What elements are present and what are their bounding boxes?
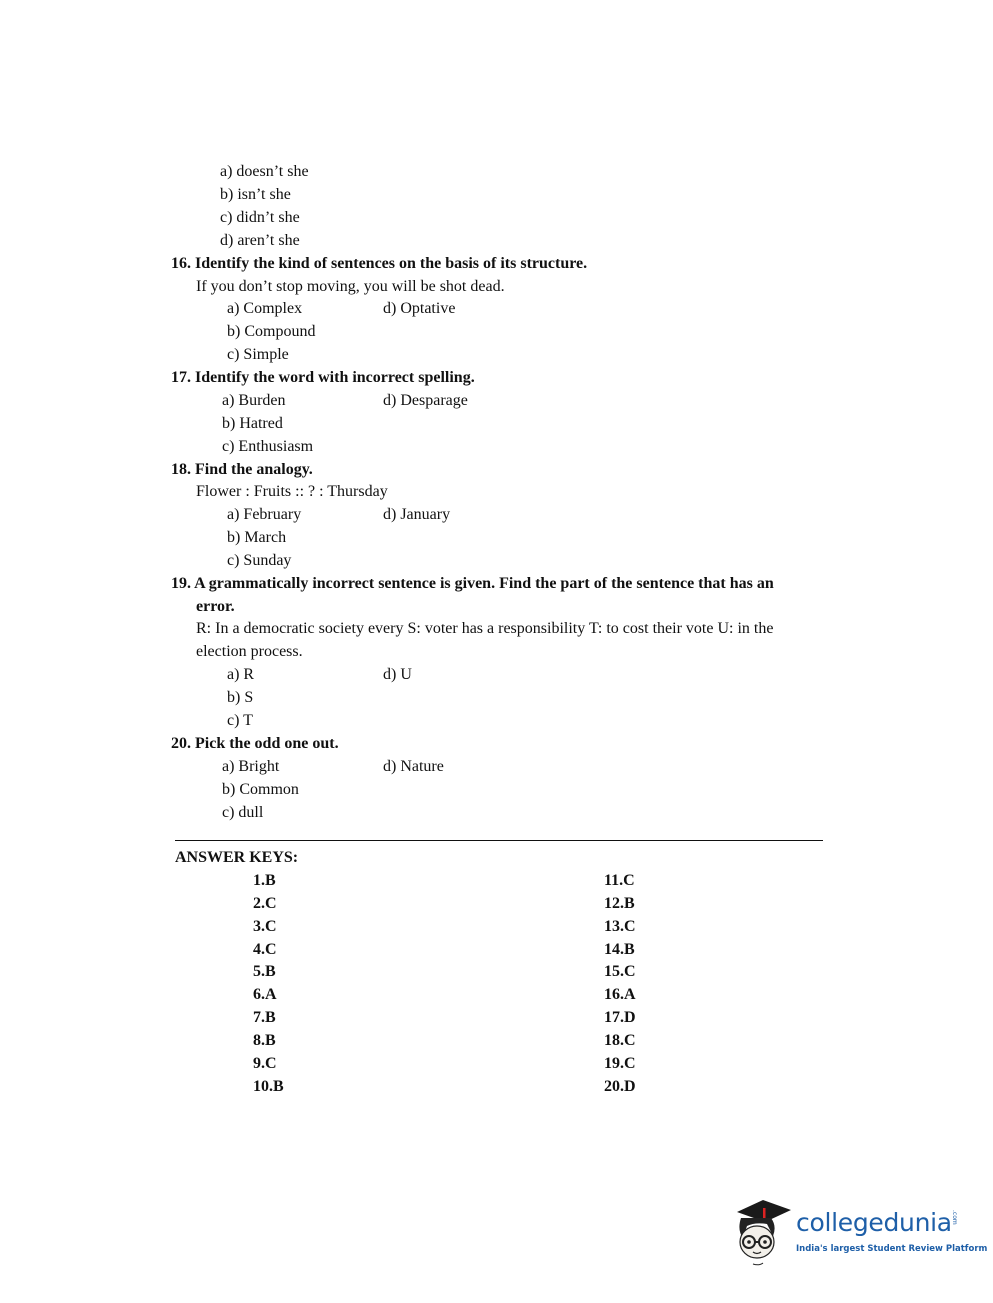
q16-option-a: a) Complex [227, 300, 303, 317]
answer-key: 8.B [253, 1032, 276, 1049]
logo-tagline: India's largest Student Review Platform [796, 1244, 988, 1254]
question-19-stem-cont: election process. [196, 643, 303, 660]
q17-option-b: b) Hatred [222, 415, 283, 432]
question-19: 19. A grammatically incorrect sentence is given. Find the part of the sentence that has an [171, 575, 774, 592]
q19-option-b: b) S [227, 689, 254, 706]
answer-key: 16.A [604, 986, 636, 1003]
q20-option-a: a) Bright [222, 758, 280, 775]
q20-option-b: b) Common [222, 781, 299, 798]
q18-option-b: b) March [227, 529, 287, 546]
question-19-cont: error. [196, 598, 235, 615]
q20-option-d: d) Nature [383, 758, 444, 775]
logo-wordmark: collegedunia [796, 1208, 952, 1237]
q16-option-c: c) Simple [227, 346, 289, 363]
answer-key: 12.B [604, 895, 635, 912]
answer-key: 3.C [253, 918, 277, 935]
answer-key: 1.B [253, 872, 276, 889]
q15-option-b: b) isn’t she [220, 186, 291, 203]
q19-option-c: c) T [227, 712, 253, 729]
q17-option-a: a) Burden [222, 392, 286, 409]
question-18: 18. Find the analogy. [171, 461, 313, 478]
collegedunia-logo[interactable] [733, 1196, 988, 1268]
q19-option-d: d) U [383, 666, 412, 683]
question-20: 20. Pick the odd one out. [171, 735, 339, 752]
answer-key: 4.C [253, 941, 277, 958]
section-divider [175, 840, 823, 841]
answer-key: 13.C [604, 918, 636, 935]
mascot-icon [733, 1196, 795, 1268]
answer-key: 14.B [604, 941, 635, 958]
answer-key: 19.C [604, 1055, 636, 1072]
q15-option-c: c) didn’t she [220, 209, 300, 226]
question-16-stem: If you don’t stop moving, you will be shot dead. [196, 278, 505, 295]
answer-keys-title: ANSWER KEYS: [175, 849, 299, 866]
question-16: 16. Identify the kind of sentences on the basis of its structure. [171, 255, 588, 272]
q15-option-a: a) doesn’t she [220, 163, 309, 180]
answer-key: 5.B [253, 963, 276, 980]
answer-key: 7.B [253, 1009, 276, 1026]
answer-key: 2.C [253, 895, 277, 912]
question-17: 17. Identify the word with incorrect spelling. [171, 369, 475, 386]
q16-option-d: d) Optative [383, 300, 456, 317]
q17-option-d: d) Desparage [383, 392, 468, 409]
q20-option-c: c) dull [222, 804, 264, 821]
q18-option-d: d) January [383, 506, 451, 523]
answer-key: 17.D [604, 1009, 636, 1026]
q18-option-c: c) Sunday [227, 552, 292, 569]
q18-option-a: a) February [227, 506, 302, 523]
question-18-stem: Flower : Fruits :: ? : Thursday [196, 483, 388, 500]
logo-domain: .com [951, 1210, 958, 1225]
answer-key: 6.A [253, 986, 277, 1003]
q17-option-c: c) Enthusiasm [222, 438, 314, 455]
answer-key: 15.C [604, 963, 636, 980]
answer-key: 20.D [604, 1078, 636, 1095]
answer-key: 10.B [253, 1078, 284, 1095]
answer-key: 11.C [604, 872, 635, 889]
answer-key: 18.C [604, 1032, 636, 1049]
q19-option-a: a) R [227, 666, 255, 683]
question-19-stem: R: In a democratic society every S: voter has a responsibility T: to cost their vote U: in the [196, 620, 774, 637]
q15-option-d: d) aren’t she [220, 232, 300, 249]
q16-option-b: b) Compound [227, 323, 316, 340]
answer-key: 9.C [253, 1055, 277, 1072]
